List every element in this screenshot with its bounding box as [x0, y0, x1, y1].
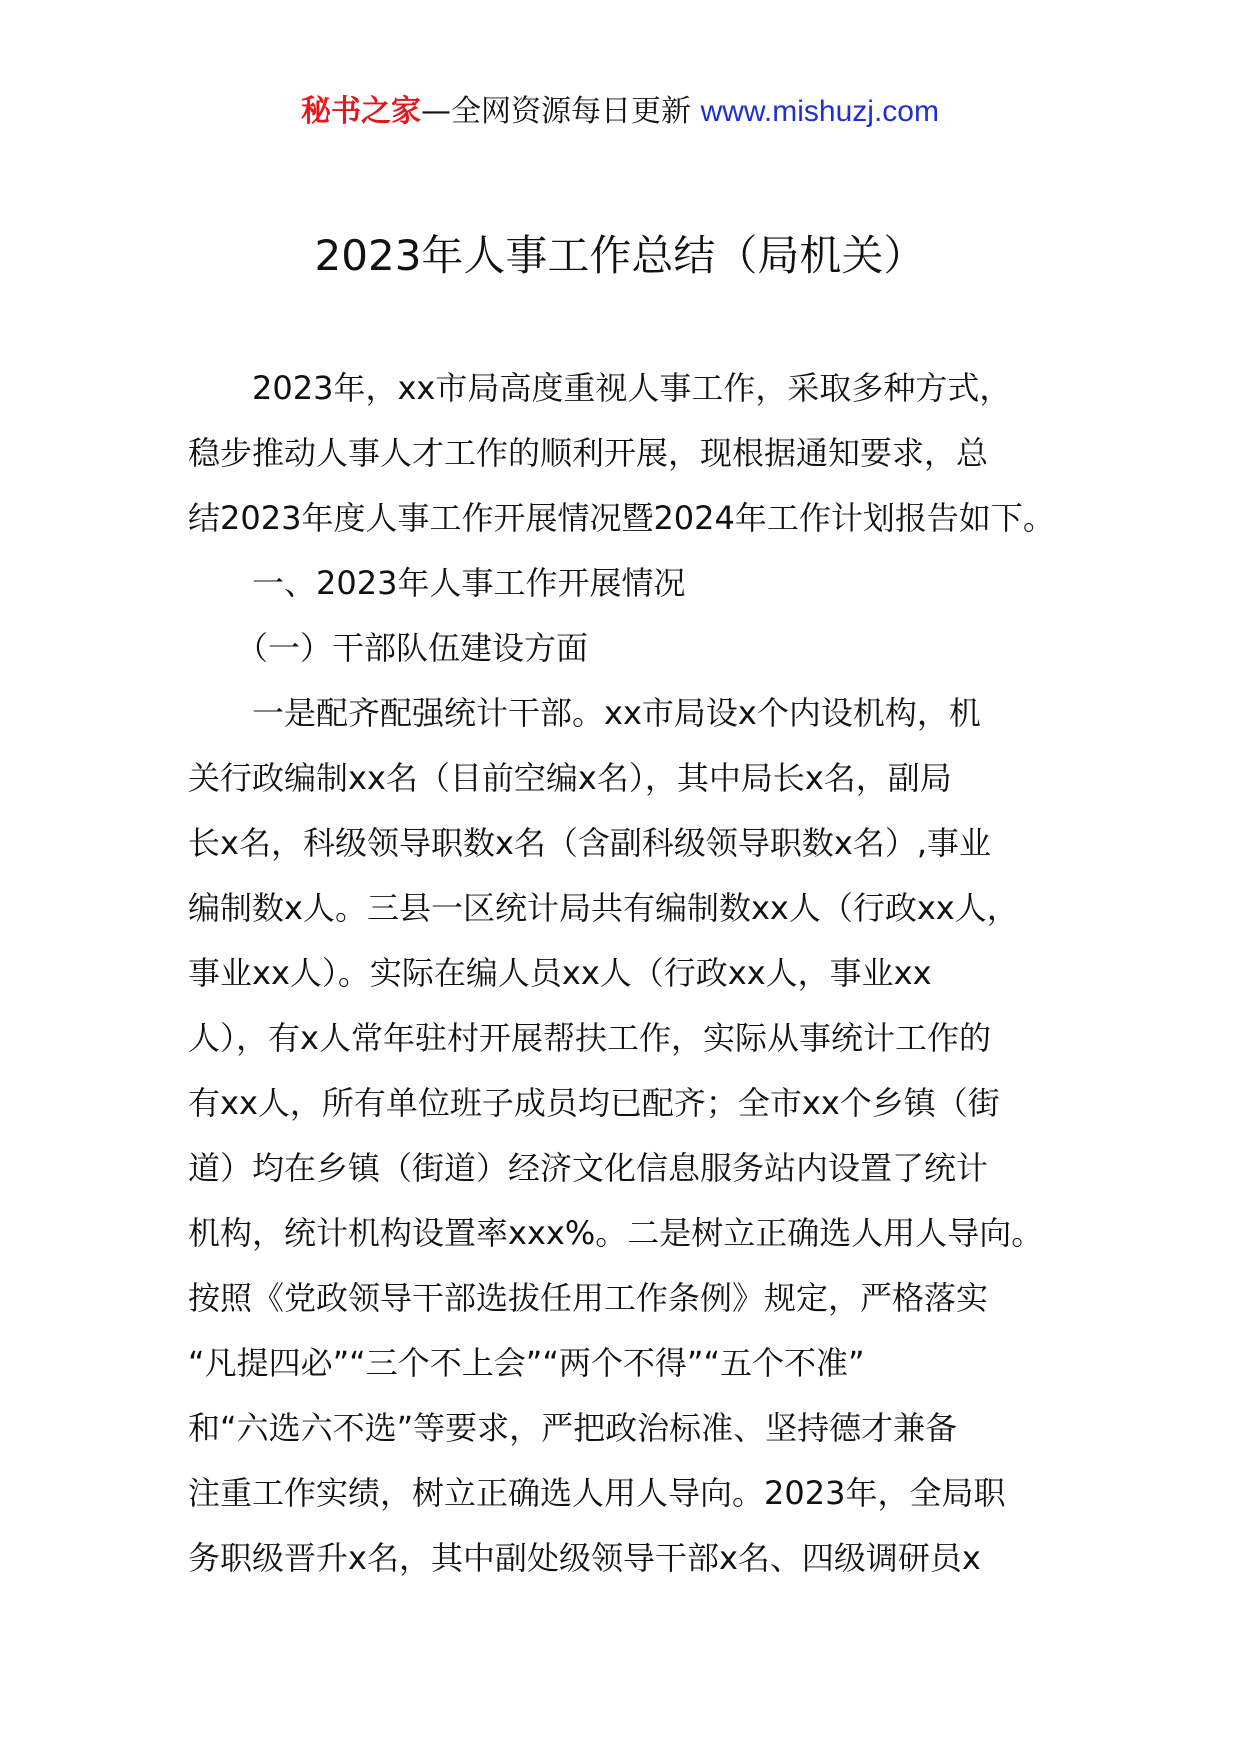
body-line: 机构，统计机构设置率xxx%。二是树立正确选人用人导向。 — [188, 1214, 1044, 1252]
body-line: 编制数x人。三县一区统计局共有编制数xx人（行政xx人， — [188, 889, 1019, 927]
site-url-link[interactable]: www.mishuzj.com — [700, 95, 939, 128]
body-line: 一是配齐配强统计干部。xx市局设x个内设机构，机 — [188, 694, 981, 732]
site-slogan: —全网资源每日更新 — [421, 94, 692, 129]
body-line: 结2023年度人事工作开展情况暨2024年工作计划报告如下。 — [188, 499, 1055, 537]
body-line: 2023年，xx市局高度重视人事工作，采取多种方式， — [188, 369, 1012, 407]
body-line: 有xx人，所有单位班子成员均已配齐；全市xx个乡镇（街 — [188, 1084, 1000, 1122]
body-line: 长x名，科级领导职数x名（含副科级领导职数x名）,事业 — [188, 824, 991, 862]
body-line: 稳步推动人事人才工作的顺利开展，现根据通知要求，总 — [188, 434, 989, 472]
body-line: 注重工作实绩，树立正确选人用人导向。2023年，全局职 — [188, 1474, 1006, 1512]
brand-name: 秘书之家 — [301, 94, 422, 129]
body-line: 务职级晋升x名，其中副处级领导干部x名、四级调研员x — [188, 1539, 981, 1577]
site-header — [0, 92, 1240, 132]
document-title: 2023年人事工作总结（局机关） — [314, 231, 926, 280]
body-line: 关行政编制xx名（目前空编x名），其中局长x名，副局 — [188, 759, 952, 797]
body-line: 道）均在乡镇（街道）经济文化信息服务站内设置了统计 — [188, 1149, 989, 1187]
body-line: 和“六选六不选”等要求，严把政治标准、坚持德才兼备 — [188, 1409, 958, 1447]
document-body — [188, 362, 1088, 1597]
subsection-heading: （一）干部队伍建设方面 — [188, 629, 589, 667]
body-line: 人），有x人常年驻村开展帮扶工作，实际从事统计工作的 — [188, 1019, 991, 1057]
section-heading: 一、2023年人事工作开展情况 — [188, 564, 686, 602]
body-line: 事业xx人）。实际在编人员xx人（行政xx人，事业xx — [188, 954, 932, 992]
body-line: 按照《党政领导干部选拔任用工作条例》规定，严格落实 — [188, 1279, 989, 1317]
body-line: “凡提四必”“三个不上会”“两个不得”“五个不准” — [188, 1344, 865, 1382]
